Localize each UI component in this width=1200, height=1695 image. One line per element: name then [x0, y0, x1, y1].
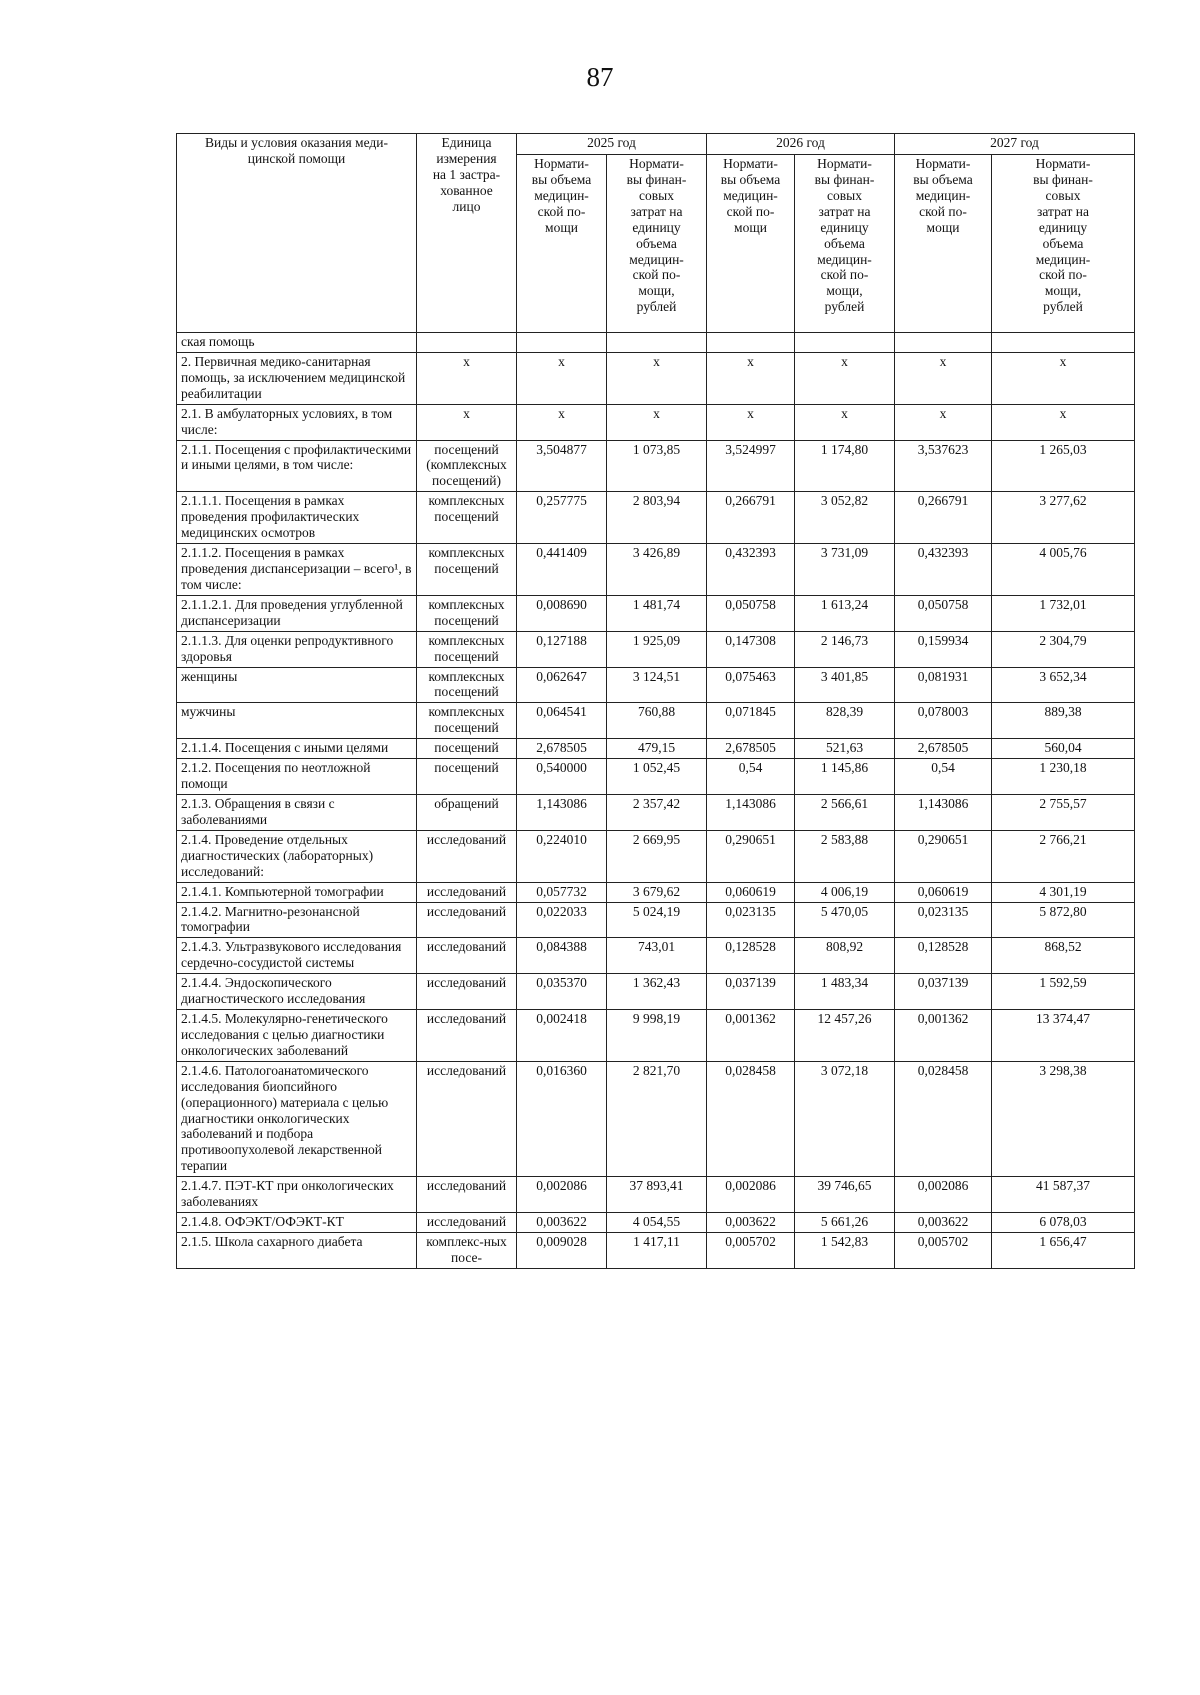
cell-v2025: 0,035370	[517, 974, 607, 1010]
cell-v2025: 1,143086	[517, 794, 607, 830]
cell-name: 2.1.2. Посещения по неотложной помощи	[177, 759, 417, 795]
cell-c2025: 2 669,95	[607, 830, 707, 882]
cell-c2025: 37 893,41	[607, 1177, 707, 1213]
cell-unit: посещений	[417, 759, 517, 795]
cell-v2025: 0,002086	[517, 1177, 607, 1213]
cell-unit: исследований	[417, 974, 517, 1010]
cell-c2026: 3 401,85	[795, 667, 895, 703]
cell-name: 2.1.4.5. Молекулярно-генетического исследования с целью диагностики онкологических заболеваний	[177, 1010, 417, 1062]
table-row	[177, 1010, 1135, 1062]
cell-v2025: х	[517, 404, 607, 440]
cell-unit: х	[417, 352, 517, 404]
cell-c2027: 560,04	[992, 739, 1135, 759]
cell-v2026: 0,290651	[707, 830, 795, 882]
cell-unit: исследований	[417, 1061, 517, 1176]
cell-c2027: 889,38	[992, 703, 1135, 739]
cell-unit: комплексных посещений	[417, 595, 517, 631]
cell-c2025: 1 925,09	[607, 631, 707, 667]
header-cost-2026: Нормати- вы финан- совых затрат на единицу объема медицин- ской по- мощи, рублей	[795, 155, 895, 333]
cell-c2026: 39 746,65	[795, 1177, 895, 1213]
cell-v2027: 0,266791	[895, 492, 992, 544]
cell-unit: исследований	[417, 882, 517, 902]
cell-v2027: 0,005702	[895, 1233, 992, 1269]
cell-name: ская помощь	[177, 333, 417, 353]
cell-v2027: 0,078003	[895, 703, 992, 739]
cell-c2025: 1 481,74	[607, 595, 707, 631]
cell-c2027: 4 301,19	[992, 882, 1135, 902]
cell-v2027: 3,537623	[895, 440, 992, 492]
cell-name: 2.1.4. Проведение отдельных диагностических (лабораторных) исследований:	[177, 830, 417, 882]
cell-c2027: 4 005,76	[992, 544, 1135, 596]
cell-c2025: 479,15	[607, 739, 707, 759]
cell-c2026: 2 583,88	[795, 830, 895, 882]
cell-name: 2.1.1.1. Посещения в рамках проведения профилактических медицинских осмотров	[177, 492, 417, 544]
cell-c2027: 3 298,38	[992, 1061, 1135, 1176]
cell-v2025: 0,441409	[517, 544, 607, 596]
header-year-2026: 2026 год	[707, 134, 895, 155]
cell-c2025: х	[607, 404, 707, 440]
cell-c2026: 1 542,83	[795, 1233, 895, 1269]
cell-c2025: 2 803,94	[607, 492, 707, 544]
cell-c2027: 6 078,03	[992, 1213, 1135, 1233]
table-row	[177, 1177, 1135, 1213]
table-row	[177, 759, 1135, 795]
cell-c2026	[795, 333, 895, 353]
header-volume-2027: Нормати- вы объема медицин- ской по- мощи	[895, 155, 992, 333]
cell-name: 2.1.1.4. Посещения с иными целями	[177, 739, 417, 759]
page-number: 87	[586, 62, 614, 92]
cell-c2027: 41 587,37	[992, 1177, 1135, 1213]
cell-v2026: 0,001362	[707, 1010, 795, 1062]
cell-v2027: 0,54	[895, 759, 992, 795]
cell-unit: посещений	[417, 739, 517, 759]
cell-c2026: 5 661,26	[795, 1213, 895, 1233]
cell-unit: комплексных посещений	[417, 703, 517, 739]
table-row	[177, 440, 1135, 492]
cell-name: 2.1.4.1. Компьютерной томографии	[177, 882, 417, 902]
cell-v2026: 0,050758	[707, 595, 795, 631]
cell-name: 2.1.4.2. Магнитно-резонансной томографии	[177, 902, 417, 938]
cell-v2026: 0,54	[707, 759, 795, 795]
cell-unit: исследований	[417, 938, 517, 974]
cell-name: 2.1.4.4. Эндоскопического диагностического исследования	[177, 974, 417, 1010]
cell-v2025: 0,084388	[517, 938, 607, 974]
cell-unit: комплексных посещений	[417, 492, 517, 544]
header-year-2027: 2027 год	[895, 134, 1135, 155]
cell-c2026: х	[795, 352, 895, 404]
cell-name: 2.1.5. Школа сахарного диабета	[177, 1233, 417, 1269]
cell-v2026: 0,071845	[707, 703, 795, 739]
cell-name: 2.1.1.3. Для оценки репродуктивного здоровья	[177, 631, 417, 667]
cell-v2025: 0,002418	[517, 1010, 607, 1062]
cell-v2025: 0,009028	[517, 1233, 607, 1269]
cell-c2027: 1 592,59	[992, 974, 1135, 1010]
cell-v2025: 0,008690	[517, 595, 607, 631]
cell-c2026: 1 174,80	[795, 440, 895, 492]
cell-unit: комплексных посещений	[417, 631, 517, 667]
cell-c2027: 2 766,21	[992, 830, 1135, 882]
cell-v2025: 0,127188	[517, 631, 607, 667]
cell-c2026: 4 006,19	[795, 882, 895, 902]
table-row	[177, 703, 1135, 739]
table-row	[177, 974, 1135, 1010]
cell-v2027: 0,432393	[895, 544, 992, 596]
cell-unit: исследований	[417, 1213, 517, 1233]
cell-name: 2.1.1.2. Посещения в рамках проведения диспансеризации – всего¹, в том числе:	[177, 544, 417, 596]
header-year-2025: 2025 год	[517, 134, 707, 155]
table-row	[177, 1061, 1135, 1176]
cell-v2025: 0,540000	[517, 759, 607, 795]
cell-name: женщины	[177, 667, 417, 703]
cell-c2027: 868,52	[992, 938, 1135, 974]
cell-c2027: х	[992, 404, 1135, 440]
cell-c2026: 1 145,86	[795, 759, 895, 795]
cell-unit: комплекс-ных посе-	[417, 1233, 517, 1269]
cell-c2025: 760,88	[607, 703, 707, 739]
normatives-table	[176, 133, 1135, 1269]
cell-c2027: 1 656,47	[992, 1233, 1135, 1269]
table-row	[177, 333, 1135, 353]
cell-c2027: 2 755,57	[992, 794, 1135, 830]
cell-c2025: 4 054,55	[607, 1213, 707, 1233]
cell-v2027: 0,128528	[895, 938, 992, 974]
cell-c2026: 828,39	[795, 703, 895, 739]
cell-v2027: 0,028458	[895, 1061, 992, 1176]
cell-v2027: 1,143086	[895, 794, 992, 830]
cell-c2027: х	[992, 352, 1135, 404]
cell-v2025: 0,257775	[517, 492, 607, 544]
cell-v2025: 0,022033	[517, 902, 607, 938]
table-row	[177, 595, 1135, 631]
cell-c2027	[992, 333, 1135, 353]
table-body	[177, 333, 1135, 1269]
cell-c2025: х	[607, 352, 707, 404]
cell-unit: исследований	[417, 830, 517, 882]
cell-v2027: х	[895, 352, 992, 404]
cell-name: 2.1. В амбулаторных условиях, в том числе:	[177, 404, 417, 440]
cell-c2025: 3 679,62	[607, 882, 707, 902]
header-volume-2026: Нормати- вы объема медицин- ской по- мощи	[707, 155, 795, 333]
cell-c2026: 3 072,18	[795, 1061, 895, 1176]
cell-v2026: 1,143086	[707, 794, 795, 830]
cell-name: 2. Первичная медико-санитарная помощь, за исключением медицинской реабилитации	[177, 352, 417, 404]
cell-c2027: 1 230,18	[992, 759, 1135, 795]
cell-name: 2.1.1.2.1. Для проведения углубленной диспансеризации	[177, 595, 417, 631]
cell-unit: комплексных посещений	[417, 667, 517, 703]
cell-v2026: 2,678505	[707, 739, 795, 759]
table-row	[177, 1213, 1135, 1233]
cell-v2027	[895, 333, 992, 353]
cell-v2025: 2,678505	[517, 739, 607, 759]
cell-v2026: х	[707, 404, 795, 440]
cell-c2027: 1 265,03	[992, 440, 1135, 492]
cell-unit: х	[417, 404, 517, 440]
cell-c2026: 808,92	[795, 938, 895, 974]
cell-c2025: 9 998,19	[607, 1010, 707, 1062]
table-row	[177, 492, 1135, 544]
cell-name: 2.1.4.6. Патологоанатомического исследования биопсийного (операционного) материала с целью диагностики онкологических заболеваний и подбора противоопухолевой лекарственной терапии	[177, 1061, 417, 1176]
cell-v2025: х	[517, 352, 607, 404]
table-row	[177, 667, 1135, 703]
cell-v2026: х	[707, 352, 795, 404]
cell-c2025: 1 417,11	[607, 1233, 707, 1269]
table-row	[177, 830, 1135, 882]
cell-v2027: 0,060619	[895, 882, 992, 902]
cell-name: 2.1.4.7. ПЭТ-КТ при онкологических заболеваниях	[177, 1177, 417, 1213]
cell-c2026: 3 052,82	[795, 492, 895, 544]
cell-c2026: 521,63	[795, 739, 895, 759]
cell-v2027: 0,002086	[895, 1177, 992, 1213]
table-row	[177, 794, 1135, 830]
header-volume-2025: Нормати- вы объема медицин- ской по- мощи	[517, 155, 607, 333]
cell-c2025: 743,01	[607, 938, 707, 974]
cell-unit: обращений	[417, 794, 517, 830]
cell-c2026: 2 566,61	[795, 794, 895, 830]
table-row	[177, 882, 1135, 902]
cell-c2026: 5 470,05	[795, 902, 895, 938]
cell-name: 2.1.3. Обращения в связи с заболеваниями	[177, 794, 417, 830]
cell-c2025: 5 024,19	[607, 902, 707, 938]
table-row	[177, 352, 1135, 404]
table-row	[177, 631, 1135, 667]
table-row	[177, 739, 1135, 759]
cell-v2026: 0,266791	[707, 492, 795, 544]
cell-c2026: 1 613,24	[795, 595, 895, 631]
cell-c2025: 2 357,42	[607, 794, 707, 830]
cell-v2026: 0,128528	[707, 938, 795, 974]
cell-c2026: 2 146,73	[795, 631, 895, 667]
cell-unit: исследований	[417, 1010, 517, 1062]
cell-unit: комплексных посещений	[417, 544, 517, 596]
cell-v2025	[517, 333, 607, 353]
cell-name: 2.1.4.3. Ультразвукового исследования сердечно-сосудистой системы	[177, 938, 417, 974]
cell-v2027: 0,023135	[895, 902, 992, 938]
cell-c2025: 3 124,51	[607, 667, 707, 703]
cell-v2027: 0,081931	[895, 667, 992, 703]
cell-v2026: 0,023135	[707, 902, 795, 938]
cell-c2026: 1 483,34	[795, 974, 895, 1010]
cell-v2025: 0,016360	[517, 1061, 607, 1176]
cell-c2025	[607, 333, 707, 353]
cell-v2025: 3,504877	[517, 440, 607, 492]
cell-v2027: 0,003622	[895, 1213, 992, 1233]
cell-v2026: 0,432393	[707, 544, 795, 596]
cell-v2025: 0,062647	[517, 667, 607, 703]
table-row	[177, 544, 1135, 596]
table-row	[177, 902, 1135, 938]
cell-v2026: 0,037139	[707, 974, 795, 1010]
cell-v2027: 0,050758	[895, 595, 992, 631]
cell-v2026: 0,075463	[707, 667, 795, 703]
cell-v2027: х	[895, 404, 992, 440]
cell-v2026: 0,003622	[707, 1213, 795, 1233]
cell-v2027: 0,001362	[895, 1010, 992, 1062]
cell-v2026: 0,147308	[707, 631, 795, 667]
cell-c2027: 3 652,34	[992, 667, 1135, 703]
header-cost-2027: Нормати- вы финан- совых затрат на единицу объема медицин- ской по- мощи, рублей	[992, 155, 1135, 333]
cell-v2027: 0,037139	[895, 974, 992, 1010]
cell-v2025: 0,064541	[517, 703, 607, 739]
cell-c2025: 1 362,43	[607, 974, 707, 1010]
cell-c2025: 2 821,70	[607, 1061, 707, 1176]
cell-c2025: 1 073,85	[607, 440, 707, 492]
header-cost-2025: Нормати- вы финан- совых затрат на единицу объема медицин- ской по- мощи, рублей	[607, 155, 707, 333]
cell-name: 2.1.4.8. ОФЭКТ/ОФЭКТ-КТ	[177, 1213, 417, 1233]
cell-v2026: 0,060619	[707, 882, 795, 902]
cell-v2025: 0,224010	[517, 830, 607, 882]
header-unit-column: Единица измерения на 1 застра- хованное лицо	[417, 134, 517, 333]
cell-unit	[417, 333, 517, 353]
cell-c2025: 3 426,89	[607, 544, 707, 596]
cell-v2026: 3,524997	[707, 440, 795, 492]
cell-c2027: 2 304,79	[992, 631, 1135, 667]
cell-v2027: 0,290651	[895, 830, 992, 882]
cell-unit: посещений (комплексных посещений)	[417, 440, 517, 492]
header-type-column: Виды и условия оказания меди- цинской помощи	[177, 134, 417, 333]
cell-v2025: 0,003622	[517, 1213, 607, 1233]
cell-c2027: 5 872,80	[992, 902, 1135, 938]
table-row	[177, 938, 1135, 974]
cell-c2027: 13 374,47	[992, 1010, 1135, 1062]
table-row	[177, 1233, 1135, 1269]
cell-unit: исследований	[417, 902, 517, 938]
cell-v2025: 0,057732	[517, 882, 607, 902]
cell-v2026: 0,005702	[707, 1233, 795, 1269]
cell-c2026: х	[795, 404, 895, 440]
cell-v2026: 0,002086	[707, 1177, 795, 1213]
cell-c2025: 1 052,45	[607, 759, 707, 795]
cell-v2027: 2,678505	[895, 739, 992, 759]
cell-name: 2.1.1. Посещения с профилактическими и иными целями, в том числе:	[177, 440, 417, 492]
cell-c2027: 1 732,01	[992, 595, 1135, 631]
table-row	[177, 404, 1135, 440]
cell-c2026: 12 457,26	[795, 1010, 895, 1062]
cell-name: мужчины	[177, 703, 417, 739]
cell-v2027: 0,159934	[895, 631, 992, 667]
cell-c2026: 3 731,09	[795, 544, 895, 596]
cell-v2026: 0,028458	[707, 1061, 795, 1176]
cell-unit: исследований	[417, 1177, 517, 1213]
cell-v2026	[707, 333, 795, 353]
cell-c2027: 3 277,62	[992, 492, 1135, 544]
